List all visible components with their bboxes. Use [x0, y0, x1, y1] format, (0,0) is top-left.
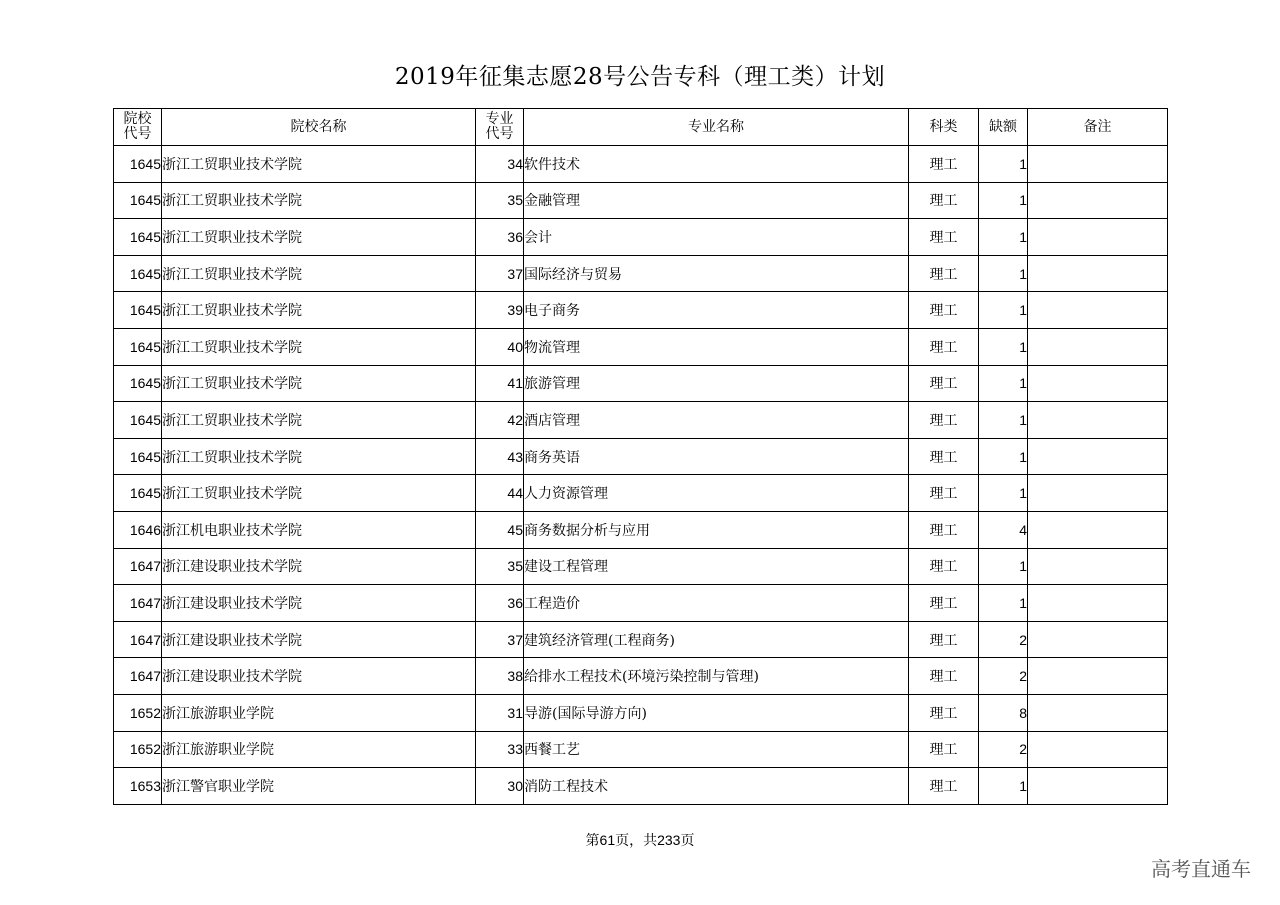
- header-quota: 缺额: [979, 109, 1028, 146]
- cell-school-name: 浙江建设职业技术学院: [162, 658, 476, 695]
- cell-category: 理工: [909, 694, 979, 731]
- cell-school-code: 1653: [114, 768, 162, 805]
- cell-school-code: 1647: [114, 658, 162, 695]
- cell-school-code: 1652: [114, 694, 162, 731]
- cell-major-code: 38: [476, 658, 524, 695]
- table-row: [114, 511, 1168, 548]
- cell-quota: 1: [979, 219, 1028, 256]
- cell-remarks: [1028, 365, 1168, 402]
- cell-major-name: 物流管理: [524, 328, 909, 365]
- table-row: [114, 219, 1168, 256]
- cell-school-name: 浙江建设职业技术学院: [162, 621, 476, 658]
- cell-school-name: 浙江工贸职业技术学院: [162, 219, 476, 256]
- cell-remarks: [1028, 548, 1168, 585]
- cell-school-name: 浙江工贸职业技术学院: [162, 146, 476, 183]
- cell-quota: 1: [979, 438, 1028, 475]
- cell-category: 理工: [909, 731, 979, 768]
- cell-major-code: 34: [476, 146, 524, 183]
- cell-school-code: 1646: [114, 511, 162, 548]
- cell-school-code: 1645: [114, 328, 162, 365]
- cell-major-code: 37: [476, 621, 524, 658]
- cell-quota: 1: [979, 146, 1028, 183]
- cell-major-code: 39: [476, 292, 524, 329]
- table-row: [114, 768, 1168, 805]
- cell-quota: 1: [979, 255, 1028, 292]
- cell-major-name: 建筑经济管理(工程商务): [524, 621, 909, 658]
- cell-category: 理工: [909, 658, 979, 695]
- header-category: 科类: [909, 109, 979, 146]
- header-school-code: 院校 代号: [114, 109, 162, 146]
- cell-school-name: 浙江工贸职业技术学院: [162, 328, 476, 365]
- cell-major-name: 商务数据分析与应用: [524, 511, 909, 548]
- cell-remarks: [1028, 438, 1168, 475]
- cell-major-code: 45: [476, 511, 524, 548]
- cell-major-code: 30: [476, 768, 524, 805]
- cell-major-code: 35: [476, 548, 524, 585]
- cell-major-name: 人力资源管理: [524, 475, 909, 512]
- cell-quota: 8: [979, 694, 1028, 731]
- table-row: [114, 255, 1168, 292]
- cell-school-name: 浙江工贸职业技术学院: [162, 365, 476, 402]
- table-row: [114, 365, 1168, 402]
- cell-school-name: 浙江工贸职业技术学院: [162, 402, 476, 439]
- cell-major-name: 工程造价: [524, 585, 909, 622]
- cell-major-name: 软件技术: [524, 146, 909, 183]
- page-footer: [0, 830, 1280, 850]
- table-row: [114, 585, 1168, 622]
- header-remarks: 备注: [1028, 109, 1168, 146]
- cell-category: 理工: [909, 292, 979, 329]
- cell-school-code: 1647: [114, 548, 162, 585]
- cell-school-name: 浙江工贸职业技术学院: [162, 475, 476, 512]
- table-row: [114, 658, 1168, 695]
- page-title: 2019年征集志愿28号公告专科（理工类）计划: [394, 64, 886, 90]
- table-row: [114, 328, 1168, 365]
- cell-quota: 2: [979, 731, 1028, 768]
- cell-major-name: 会计: [524, 219, 909, 256]
- table-row: [114, 402, 1168, 439]
- cell-major-name: 酒店管理: [524, 402, 909, 439]
- cell-school-code: 1645: [114, 438, 162, 475]
- cell-school-name: 浙江建设职业技术学院: [162, 585, 476, 622]
- cell-school-code: 1647: [114, 585, 162, 622]
- cell-school-name: 浙江旅游职业学院: [162, 731, 476, 768]
- cell-quota: 1: [979, 402, 1028, 439]
- cell-category: 理工: [909, 402, 979, 439]
- cell-remarks: [1028, 585, 1168, 622]
- cell-school-code: 1645: [114, 255, 162, 292]
- cell-major-name: 导游(国际导游方向): [524, 694, 909, 731]
- cell-school-code: 1645: [114, 402, 162, 439]
- cell-quota: 1: [979, 182, 1028, 219]
- cell-school-code: 1645: [114, 182, 162, 219]
- cell-remarks: [1028, 328, 1168, 365]
- cell-major-name: 旅游管理: [524, 365, 909, 402]
- cell-major-name: 国际经济与贸易: [524, 255, 909, 292]
- cell-remarks: [1028, 621, 1168, 658]
- cell-quota: 1: [979, 585, 1028, 622]
- cell-category: 理工: [909, 255, 979, 292]
- cell-quota: 1: [979, 548, 1028, 585]
- footer-page-number: 61: [599, 832, 616, 848]
- cell-major-code: 42: [476, 402, 524, 439]
- footer-prefix: 第: [585, 833, 600, 849]
- cell-quota: 1: [979, 475, 1028, 512]
- table-row: [114, 694, 1168, 731]
- cell-category: 理工: [909, 621, 979, 658]
- cell-school-code: 1647: [114, 621, 162, 658]
- table-row: [114, 146, 1168, 183]
- cell-major-name: 给排水工程技术(环境污染控制与管理): [524, 658, 909, 695]
- footer-middle: 页，共: [615, 833, 658, 849]
- cell-remarks: [1028, 146, 1168, 183]
- cell-school-name: 浙江建设职业技术学院: [162, 548, 476, 585]
- cell-category: 理工: [909, 146, 979, 183]
- cell-remarks: [1028, 182, 1168, 219]
- cell-category: 理工: [909, 475, 979, 512]
- cell-remarks: [1028, 694, 1168, 731]
- plan-table: [113, 108, 1168, 805]
- table-row: [114, 475, 1168, 512]
- table-row: [114, 621, 1168, 658]
- cell-remarks: [1028, 658, 1168, 695]
- cell-category: 理工: [909, 182, 979, 219]
- cell-category: 理工: [909, 219, 979, 256]
- cell-remarks: [1028, 219, 1168, 256]
- cell-major-name: 金融管理: [524, 182, 909, 219]
- cell-category: 理工: [909, 511, 979, 548]
- cell-major-code: 31: [476, 694, 524, 731]
- header-major-code: 专业 代号: [476, 109, 524, 146]
- cell-quota: 2: [979, 658, 1028, 695]
- cell-remarks: [1028, 402, 1168, 439]
- cell-school-name: 浙江工贸职业技术学院: [162, 255, 476, 292]
- cell-remarks: [1028, 731, 1168, 768]
- cell-major-code: 35: [476, 182, 524, 219]
- table-row: [114, 182, 1168, 219]
- watermark: 高考直通车: [1151, 857, 1251, 881]
- footer-suffix: 页: [680, 833, 695, 849]
- cell-quota: 1: [979, 365, 1028, 402]
- cell-major-name: 商务英语: [524, 438, 909, 475]
- cell-quota: 4: [979, 511, 1028, 548]
- cell-school-code: 1645: [114, 292, 162, 329]
- cell-category: 理工: [909, 438, 979, 475]
- cell-major-name: 消防工程技术: [524, 768, 909, 805]
- footer-total-pages: 233: [657, 832, 681, 848]
- cell-quota: 1: [979, 768, 1028, 805]
- header-major-name: 专业名称: [524, 109, 909, 146]
- table-row: [114, 548, 1168, 585]
- cell-school-code: 1645: [114, 146, 162, 183]
- header-school-name: 院校名称: [162, 109, 476, 146]
- cell-school-name: 浙江旅游职业学院: [162, 694, 476, 731]
- table-row: [114, 731, 1168, 768]
- cell-remarks: [1028, 768, 1168, 805]
- cell-remarks: [1028, 292, 1168, 329]
- cell-school-code: 1652: [114, 731, 162, 768]
- cell-major-name: 西餐工艺: [524, 731, 909, 768]
- cell-major-code: 41: [476, 365, 524, 402]
- table-row: [114, 292, 1168, 329]
- cell-major-code: 44: [476, 475, 524, 512]
- table-row: [114, 438, 1168, 475]
- cell-school-name: 浙江工贸职业技术学院: [162, 292, 476, 329]
- cell-major-name: 建设工程管理: [524, 548, 909, 585]
- cell-school-code: 1645: [114, 475, 162, 512]
- cell-major-code: 36: [476, 585, 524, 622]
- cell-remarks: [1028, 511, 1168, 548]
- cell-quota: 1: [979, 292, 1028, 329]
- cell-category: 理工: [909, 768, 979, 805]
- cell-school-code: 1645: [114, 365, 162, 402]
- cell-school-name: 浙江警官职业学院: [162, 768, 476, 805]
- cell-category: 理工: [909, 365, 979, 402]
- cell-major-code: 43: [476, 438, 524, 475]
- cell-school-name: 浙江机电职业技术学院: [162, 511, 476, 548]
- cell-category: 理工: [909, 548, 979, 585]
- cell-major-code: 36: [476, 219, 524, 256]
- cell-major-code: 33: [476, 731, 524, 768]
- cell-remarks: [1028, 475, 1168, 512]
- cell-major-name: 电子商务: [524, 292, 909, 329]
- cell-major-code: 37: [476, 255, 524, 292]
- cell-school-name: 浙江工贸职业技术学院: [162, 182, 476, 219]
- cell-major-code: 40: [476, 328, 524, 365]
- cell-quota: 2: [979, 621, 1028, 658]
- table-header-row: [114, 109, 1168, 146]
- cell-remarks: [1028, 255, 1168, 292]
- cell-quota: 1: [979, 328, 1028, 365]
- cell-category: 理工: [909, 585, 979, 622]
- cell-school-name: 浙江工贸职业技术学院: [162, 438, 476, 475]
- cell-category: 理工: [909, 328, 979, 365]
- cell-school-code: 1645: [114, 219, 162, 256]
